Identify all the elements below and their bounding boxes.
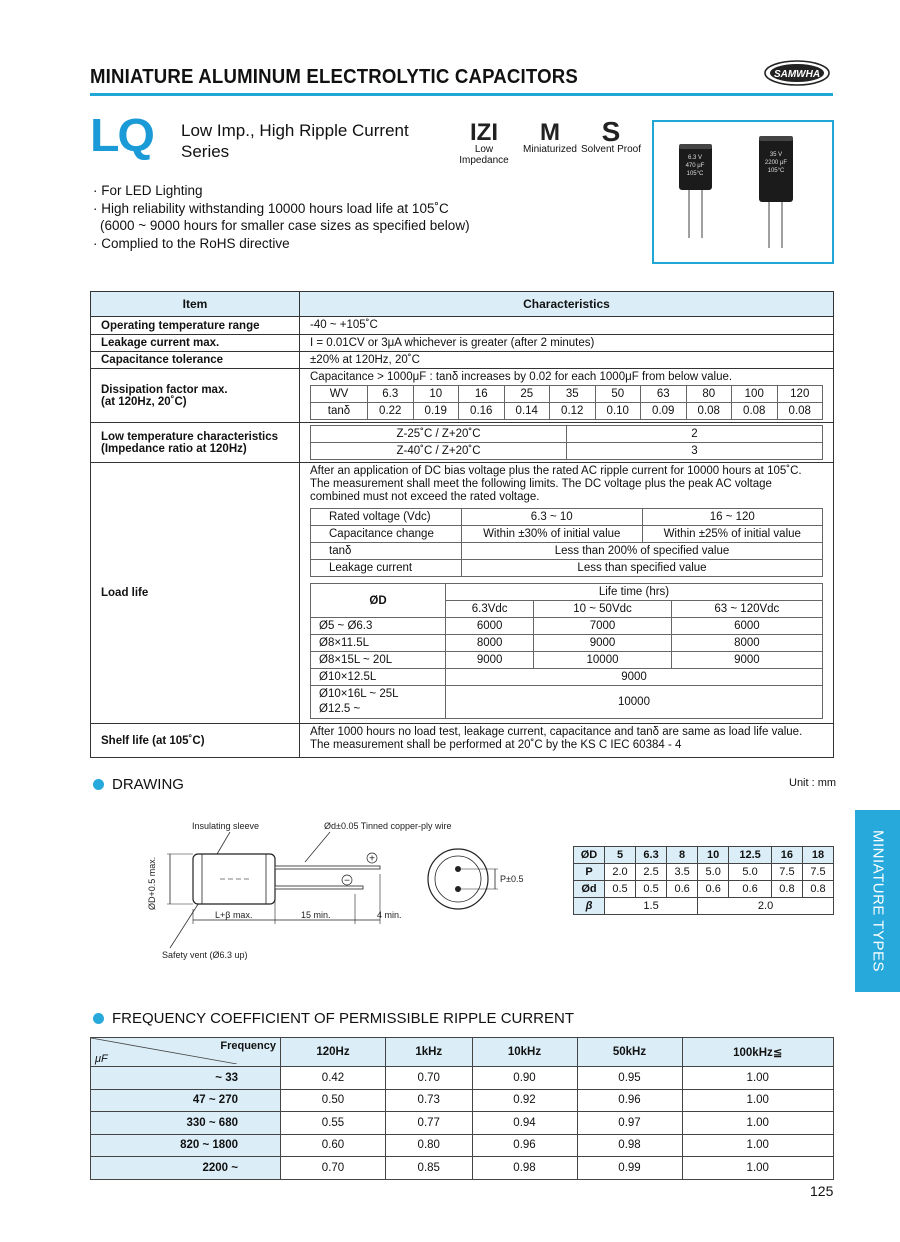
miniaturized-icon <box>533 118 567 144</box>
freq-col-header: 10kHz <box>472 1038 577 1067</box>
item-op-temp: Operating temperature range <box>91 317 300 335</box>
dim-cell: 2.0 <box>605 864 636 881</box>
df-tan-cell: 0.08 <box>732 403 778 420</box>
freq-row-label: 47 ~ 270 <box>91 1089 281 1112</box>
label-diameter: ØD+0.5 max. <box>147 856 157 910</box>
df-wv-cell: 80 <box>686 386 732 403</box>
feature-label: Miniaturized <box>523 144 577 155</box>
value-cap-tol: ±20% at 120Hz, 20˚C <box>300 352 834 369</box>
label-wire: Ød±0.05 Tinned copper-ply wire <box>324 821 452 831</box>
diagonal-line-icon <box>91 1038 237 1064</box>
svg-text:S: S <box>601 118 621 144</box>
label-length: L+β max. <box>215 910 253 920</box>
df-tan-cell: 0.10 <box>595 403 641 420</box>
label-15min: 15 min. <box>301 910 331 920</box>
page-number: 125 <box>810 1183 834 1199</box>
freq-row-label: 2200 ~ <box>91 1157 281 1180</box>
dim-cell: 5.0 <box>698 864 729 881</box>
freq-cell: 0.70 <box>281 1157 386 1180</box>
product-photo <box>652 120 834 264</box>
loadlife-limits-table: Rated voltage (Vdc) 6.3 ~ 10 16 ~ 120 Capacitance change Within ±30% of initial value Within ±25% of initial value tanδ Less than 200% of specified value Leakage current Less than specified value <box>310 508 823 577</box>
df-wv-cell: 10 <box>413 386 459 403</box>
feature-low-impedance <box>449 118 519 166</box>
freq-col-header: 120Hz <box>281 1038 386 1067</box>
series-code: LQ <box>90 109 153 161</box>
brand-name: SAMWHA <box>773 69 821 80</box>
dim-header-beta: β <box>574 898 605 915</box>
freq-corner-top: Frequency <box>220 1040 276 1052</box>
df-wv-cell: 25 <box>504 386 550 403</box>
value-df <box>300 369 834 423</box>
df-wv-cell: 6.3 <box>368 386 414 403</box>
dim-cell: 10 <box>698 847 729 864</box>
side-tab: MINIATURE TYPES <box>855 810 900 992</box>
label-insulating-sleeve: Insulating sleeve <box>192 821 260 831</box>
dim-cell: 0.6 <box>729 881 772 898</box>
bullet-dot-icon <box>93 779 104 790</box>
freq-cell: 1.00 <box>682 1157 834 1180</box>
df-wv-cell: 120 <box>777 386 823 403</box>
freq-cell: 0.99 <box>577 1157 682 1180</box>
freq-cell: 0.96 <box>577 1089 682 1112</box>
freq-cell: 1.00 <box>682 1089 834 1112</box>
freq-cell: 0.94 <box>472 1112 577 1135</box>
bullet-item: · For LED Lighting <box>93 183 203 198</box>
value-op-temp: -40 ~ +105˚C <box>300 317 834 335</box>
item-cap-tol: Capacitance tolerance <box>91 352 300 369</box>
item-lowtemp: Low temperature characteristics (Impedance ratio at 120Hz) <box>91 423 300 463</box>
freq-corner <box>91 1038 281 1067</box>
svg-text:105°C: 105°C <box>686 171 704 177</box>
dim-cell: 5 <box>605 847 636 864</box>
df-tan-label: tanδ <box>311 403 368 420</box>
df-tan-cell: 0.19 <box>413 403 459 420</box>
feature-label: Solvent Proof <box>580 144 642 155</box>
lowtemp-val: 3 <box>567 443 823 460</box>
item-loadlife: Load life <box>91 463 300 724</box>
freq-cell: 1.00 <box>682 1112 834 1135</box>
freq-cell: 0.55 <box>281 1112 386 1135</box>
value-loadlife: After an application of DC bias voltage plus the rated AC ripple current for 10000 hours at 105˚C. The measurement shall meet the following limits. The DC voltage plus the peak AC voltage combined must not exceed the rated voltage. Rated voltage (Vdc) 6.3 ~ 10 16 ~ 120 Capacitance change Within ±30% of initial value Within ±25% of initial value tanδ Less than 200% of specified value Leakage current Less than specified value ØD Life time (hrs) 6.3Vdc 10 ~ 50Vdc 63 ~ 120Vdc Ø5 ~ Ø6.3 6000 7000 6000 Ø8×11.5L 8000 9000 8000 Ø8×15L ~ 20L 9000 10000 9000 Ø10×12.5L 9000 Ø10×16L ~ 25L Ø12.5 ~ 10000 <box>300 463 834 724</box>
dim-cell: 5.0 <box>729 864 772 881</box>
dim-cell: 2.5 <box>636 864 667 881</box>
lowtemp-val: 2 <box>567 426 823 443</box>
freq-row <box>91 1089 834 1112</box>
specification-table <box>90 291 834 758</box>
dim-cell: 3.5 <box>667 864 698 881</box>
freq-cell: 0.90 <box>472 1067 577 1090</box>
capacitor-photo-icon <box>654 122 832 262</box>
df-tan-cell: 0.14 <box>504 403 550 420</box>
freq-row-label: 330 ~ 680 <box>91 1112 281 1135</box>
dim-cell: 0.8 <box>802 881 833 898</box>
dim-cell: 16 <box>771 847 802 864</box>
freq-col-header: 50kHz <box>577 1038 682 1067</box>
dim-beta-b: 2.0 <box>698 898 834 915</box>
feature-bullets <box>93 182 470 253</box>
feature-miniaturized <box>521 118 579 155</box>
freq-cell: 0.98 <box>472 1157 577 1180</box>
df-wv-label: WV <box>311 386 368 403</box>
frequency-table <box>90 1037 834 1180</box>
series-desc-line2: Series <box>181 142 230 161</box>
svg-text:IZI: IZI <box>470 119 498 144</box>
dim-cell: 0.6 <box>698 881 729 898</box>
freq-cell: 0.60 <box>281 1134 386 1157</box>
freq-cell: 0.97 <box>577 1112 682 1135</box>
freq-cell: 0.77 <box>386 1112 473 1135</box>
section-drawing: DRAWING <box>93 776 184 793</box>
loadlife-time-table: ØD Life time (hrs) 6.3Vdc 10 ~ 50Vdc 63 ~ 120Vdc Ø5 ~ Ø6.3 6000 7000 6000 Ø8×11.5L 8000 9000 8000 Ø8×15L ~ 20L 9000 10000 9000 Ø10×12.5L 9000 Ø10×16L ~ 25L Ø12.5 ~ 10000 <box>310 583 823 719</box>
df-wv-cell: 63 <box>641 386 687 403</box>
svg-text:35 V: 35 V <box>769 152 783 158</box>
freq-row <box>91 1157 834 1180</box>
freq-corner-bottom: μF <box>95 1053 108 1065</box>
df-tan-cell: 0.12 <box>550 403 596 420</box>
value-shelf: After 1000 hours no load test, leakage current, capacitance and tanδ are same as load life value. The measurement shall be performed at 20˚C by the KS C IEC 60384 - 4 <box>300 724 834 758</box>
dim-header-d: Ød <box>574 881 605 898</box>
header-item: Item <box>91 292 300 317</box>
section-frequency: FREQUENCY COEFFICIENT OF PERMISSIBLE RIPPLE CURRENT <box>93 1010 574 1027</box>
freq-cell: 0.80 <box>386 1134 473 1157</box>
dim-cell: 7.5 <box>771 864 802 881</box>
df-tan-cell: 0.09 <box>641 403 687 420</box>
unit-label: Unit : mm <box>789 777 837 789</box>
freq-cell: 1.00 <box>682 1134 834 1157</box>
item-leakage: Leakage current max. <box>91 335 300 352</box>
svg-text:2200 μF: 2200 μF <box>764 160 788 166</box>
freq-cell: 0.70 <box>386 1067 473 1090</box>
df-table <box>310 385 823 420</box>
svg-text:M: M <box>540 119 560 144</box>
df-wv-cell: 100 <box>732 386 778 403</box>
value-leakage: I = 0.01CV or 3μA whichever is greater (after 2 minutes) <box>300 335 834 352</box>
df-wv-cell: 16 <box>459 386 505 403</box>
freq-cell: 0.50 <box>281 1089 386 1112</box>
label-4min: 4 min. <box>377 910 402 920</box>
dim-cell: 6.3 <box>636 847 667 864</box>
dim-beta-a: 1.5 <box>605 898 698 915</box>
lowtemp-cond: Z-25˚C / Z+20˚C <box>311 426 567 443</box>
bullet-dot-icon <box>93 1013 104 1024</box>
freq-col-header: 100kHz≦ <box>682 1038 834 1067</box>
item-df: Dissipation factor max. (at 120Hz, 20˚C) <box>91 369 300 423</box>
df-tan-cell: 0.08 <box>777 403 823 420</box>
feature-solvent-proof <box>580 118 642 155</box>
df-wv-cell: 50 <box>595 386 641 403</box>
dim-cell: 18 <box>802 847 833 864</box>
df-tan-cell: 0.08 <box>686 403 732 420</box>
dim-cell: 0.5 <box>636 881 667 898</box>
series-desc-line1: Low Imp., High Ripple Current <box>181 121 409 140</box>
bullet-item: (6000 ~ 9000 hours for smaller case sizes as specified below) <box>100 218 470 234</box>
dim-cell: 8 <box>667 847 698 864</box>
plus-icon: + <box>369 853 375 865</box>
page-title: MINIATURE ALUMINUM ELECTROLYTIC CAPACITORS <box>90 66 578 88</box>
dim-cell: 7.5 <box>802 864 833 881</box>
df-note: Capacitance > 1000μF : tanδ increases by 0.02 for each 1000μF from below value. <box>310 371 733 383</box>
freq-cell: 0.95 <box>577 1067 682 1090</box>
dim-cell: 12.5 <box>729 847 772 864</box>
dim-header-P: P <box>574 864 605 881</box>
freq-cell: 0.92 <box>472 1089 577 1112</box>
brand-logo <box>764 60 830 86</box>
freq-cell: 0.85 <box>386 1157 473 1180</box>
freq-row-label: 820 ~ 1800 <box>91 1134 281 1157</box>
svg-text:470 μF: 470 μF <box>685 163 705 169</box>
freq-cell: 0.42 <box>281 1067 386 1090</box>
dimension-table <box>573 846 834 915</box>
freq-cell: 0.73 <box>386 1089 473 1112</box>
freq-row <box>91 1134 834 1157</box>
df-wv-cell: 35 <box>550 386 596 403</box>
dim-cell: 0.5 <box>605 881 636 898</box>
label-safety-vent: Safety vent (Ø6.3 up) <box>162 950 248 960</box>
svg-text:105°C: 105°C <box>767 168 785 174</box>
solvent-proof-icon <box>594 118 628 144</box>
freq-row <box>91 1112 834 1135</box>
capacitor-drawing <box>140 814 540 964</box>
bullet-item: · High reliability withstanding 10000 hours load life at 105˚C <box>93 200 449 216</box>
lowtemp-cond: Z-40˚C / Z+20˚C <box>311 443 567 460</box>
dim-cell: 0.6 <box>667 881 698 898</box>
feature-label: Low Impedance <box>459 144 509 166</box>
freq-cell: 0.96 <box>472 1134 577 1157</box>
freq-cell: 0.98 <box>577 1134 682 1157</box>
df-tan-cell: 0.16 <box>459 403 505 420</box>
title-rule <box>90 93 833 96</box>
header-characteristics: Characteristics <box>300 292 834 317</box>
series-description <box>181 120 409 162</box>
svg-text:6.3 V: 6.3 V <box>687 155 703 161</box>
minus-icon: − <box>344 875 350 887</box>
low-impedance-icon <box>467 118 501 144</box>
dim-header-D: ØD <box>574 847 605 864</box>
dim-cell: 0.8 <box>771 881 802 898</box>
label-pitch: P±0.5 <box>500 874 524 884</box>
lowtemp-table <box>310 425 823 460</box>
freq-row-label: ~ 33 <box>91 1067 281 1090</box>
bullet-item: · Complied to the RoHS directive <box>93 236 290 252</box>
value-lowtemp <box>300 423 834 463</box>
freq-cell: 1.00 <box>682 1067 834 1090</box>
freq-row <box>91 1067 834 1090</box>
freq-col-header: 1kHz <box>386 1038 473 1067</box>
df-tan-cell: 0.22 <box>368 403 414 420</box>
item-shelf: Shelf life (at 105˚C) <box>91 724 300 758</box>
